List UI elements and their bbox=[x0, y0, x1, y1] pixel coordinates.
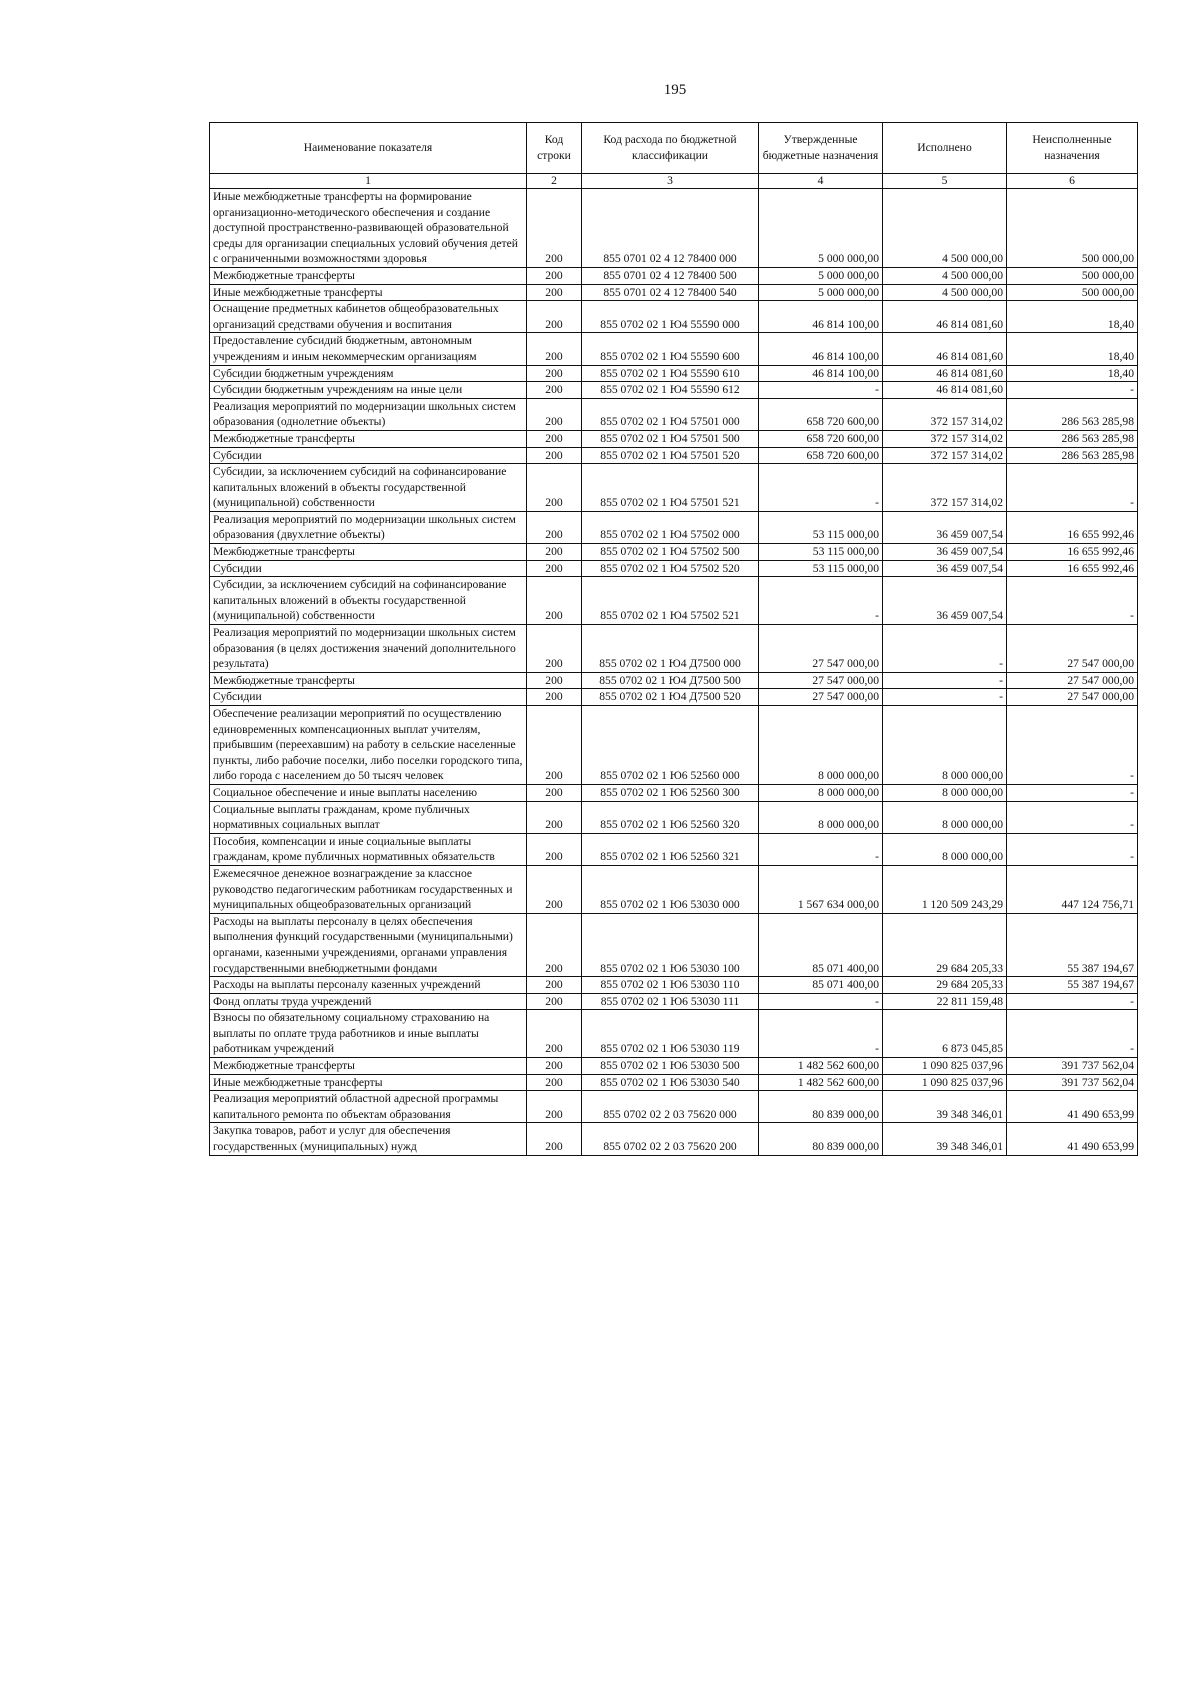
row-executed-cell: 39 348 346,01 bbox=[883, 1123, 1007, 1155]
row-remaining-cell: - bbox=[1007, 382, 1138, 399]
row-remaining-cell: - bbox=[1007, 833, 1138, 865]
row-name-cell: Расходы на выплаты персоналу казенных учреждений bbox=[210, 977, 527, 994]
row-budget-code-cell: 855 0702 02 1 Ю6 52560 321 bbox=[582, 833, 759, 865]
table-row bbox=[210, 977, 1138, 994]
col-header-line-code: Код строки bbox=[527, 123, 582, 174]
row-line-code-cell: 200 bbox=[527, 447, 582, 464]
row-name-cell: Субсидии bbox=[210, 689, 527, 706]
row-name-cell: Межбюджетные трансферты bbox=[210, 1058, 527, 1075]
row-approved-cell: 46 814 100,00 bbox=[759, 365, 883, 382]
row-budget-code-cell: 855 0702 02 1 Ю6 53030 500 bbox=[582, 1058, 759, 1075]
table-header-row bbox=[210, 123, 1138, 174]
row-line-code-cell: 200 bbox=[527, 511, 582, 543]
row-remaining-cell: 286 563 285,98 bbox=[1007, 430, 1138, 447]
row-name-cell: Реализация мероприятий областной адресной программы капитального ремонта по объектам образования bbox=[210, 1091, 527, 1123]
row-executed-cell: - bbox=[883, 625, 1007, 673]
row-budget-code-cell: 855 0701 02 4 12 78400 500 bbox=[582, 267, 759, 284]
row-budget-code-cell: 855 0702 02 1 Ю6 52560 000 bbox=[582, 706, 759, 785]
row-remaining-cell: 447 124 756,71 bbox=[1007, 865, 1138, 913]
row-executed-cell: 46 814 081,60 bbox=[883, 333, 1007, 365]
table-row bbox=[210, 625, 1138, 673]
row-approved-cell: - bbox=[759, 382, 883, 399]
row-remaining-cell: 41 490 653,99 bbox=[1007, 1123, 1138, 1155]
row-executed-cell: 6 873 045,85 bbox=[883, 1010, 1007, 1058]
table-row bbox=[210, 544, 1138, 561]
table-row bbox=[210, 284, 1138, 301]
row-approved-cell: - bbox=[759, 577, 883, 625]
row-name-cell: Социальные выплаты гражданам, кроме публичных нормативных социальных выплат bbox=[210, 801, 527, 833]
table-row bbox=[210, 1058, 1138, 1075]
row-executed-cell: 1 090 825 037,96 bbox=[883, 1058, 1007, 1075]
row-executed-cell: 372 157 314,02 bbox=[883, 430, 1007, 447]
row-budget-code-cell: 855 0702 02 1 Ю4 57502 500 bbox=[582, 544, 759, 561]
row-line-code-cell: 200 bbox=[527, 689, 582, 706]
col-number: 5 bbox=[883, 174, 1007, 189]
row-name-cell: Субсидии bbox=[210, 560, 527, 577]
row-remaining-cell: - bbox=[1007, 577, 1138, 625]
row-executed-cell: 372 157 314,02 bbox=[883, 398, 1007, 430]
row-remaining-cell: - bbox=[1007, 784, 1138, 801]
table-row bbox=[210, 1074, 1138, 1091]
row-name-cell: Иные межбюджетные трансферты bbox=[210, 1074, 527, 1091]
row-approved-cell: 1 482 562 600,00 bbox=[759, 1058, 883, 1075]
row-budget-code-cell: 855 0701 02 4 12 78400 540 bbox=[582, 284, 759, 301]
row-name-cell: Субсидии бюджетным учреждениям bbox=[210, 365, 527, 382]
row-remaining-cell: 16 655 992,46 bbox=[1007, 560, 1138, 577]
row-budget-code-cell: 855 0702 02 1 Ю4 57501 520 bbox=[582, 447, 759, 464]
row-budget-code-cell: 855 0702 02 1 Ю6 53030 100 bbox=[582, 913, 759, 976]
row-name-cell: Предоставление субсидий бюджетным, автономным учреждениям и иным некоммерческим организациям bbox=[210, 333, 527, 365]
table-body bbox=[210, 189, 1138, 1156]
row-approved-cell: 85 071 400,00 bbox=[759, 977, 883, 994]
row-budget-code-cell: 855 0702 02 2 03 75620 200 bbox=[582, 1123, 759, 1155]
table-row bbox=[210, 511, 1138, 543]
row-executed-cell: 4 500 000,00 bbox=[883, 284, 1007, 301]
row-line-code-cell: 200 bbox=[527, 544, 582, 561]
row-budget-code-cell: 855 0701 02 4 12 78400 000 bbox=[582, 189, 759, 268]
row-budget-code-cell: 855 0702 02 1 Ю4 Д7500 520 bbox=[582, 689, 759, 706]
row-approved-cell: 1 567 634 000,00 bbox=[759, 865, 883, 913]
row-executed-cell: 372 157 314,02 bbox=[883, 464, 1007, 512]
row-line-code-cell: 200 bbox=[527, 865, 582, 913]
row-budget-code-cell: 855 0702 02 1 Ю4 Д7500 000 bbox=[582, 625, 759, 673]
table-row bbox=[210, 464, 1138, 512]
table-row bbox=[210, 365, 1138, 382]
col-number: 6 bbox=[1007, 174, 1138, 189]
table-row bbox=[210, 689, 1138, 706]
row-approved-cell: 27 547 000,00 bbox=[759, 625, 883, 673]
row-line-code-cell: 200 bbox=[527, 1123, 582, 1155]
row-budget-code-cell: 855 0702 02 1 Ю4 55590 612 bbox=[582, 382, 759, 399]
row-approved-cell: 8 000 000,00 bbox=[759, 801, 883, 833]
row-budget-code-cell: 855 0702 02 1 Ю6 52560 300 bbox=[582, 784, 759, 801]
row-line-code-cell: 200 bbox=[527, 672, 582, 689]
row-approved-cell: 8 000 000,00 bbox=[759, 784, 883, 801]
row-approved-cell: 5 000 000,00 bbox=[759, 267, 883, 284]
row-executed-cell: 36 459 007,54 bbox=[883, 560, 1007, 577]
row-approved-cell: - bbox=[759, 993, 883, 1010]
row-executed-cell: 22 811 159,48 bbox=[883, 993, 1007, 1010]
row-budget-code-cell: 855 0702 02 1 Ю4 55590 610 bbox=[582, 365, 759, 382]
row-executed-cell: - bbox=[883, 672, 1007, 689]
budget-report-table bbox=[209, 122, 1138, 1156]
row-line-code-cell: 200 bbox=[527, 625, 582, 673]
row-budget-code-cell: 855 0702 02 1 Ю6 53030 119 bbox=[582, 1010, 759, 1058]
row-approved-cell: 80 839 000,00 bbox=[759, 1091, 883, 1123]
row-remaining-cell: 27 547 000,00 bbox=[1007, 625, 1138, 673]
table-row bbox=[210, 784, 1138, 801]
row-remaining-cell: 27 547 000,00 bbox=[1007, 672, 1138, 689]
row-name-cell: Субсидии, за исключением субсидий на софинансирование капитальных вложений в объекты государственной (муниципальной) собственности bbox=[210, 577, 527, 625]
row-budget-code-cell: 855 0702 02 1 Ю6 53030 000 bbox=[582, 865, 759, 913]
row-remaining-cell: - bbox=[1007, 464, 1138, 512]
row-line-code-cell: 200 bbox=[527, 189, 582, 268]
row-executed-cell: 36 459 007,54 bbox=[883, 577, 1007, 625]
row-budget-code-cell: 855 0702 02 1 Ю4 Д7500 500 bbox=[582, 672, 759, 689]
row-remaining-cell: - bbox=[1007, 706, 1138, 785]
row-name-cell: Социальное обеспечение и иные выплаты населению bbox=[210, 784, 527, 801]
row-remaining-cell: 16 655 992,46 bbox=[1007, 544, 1138, 561]
row-line-code-cell: 200 bbox=[527, 284, 582, 301]
row-approved-cell: 1 482 562 600,00 bbox=[759, 1074, 883, 1091]
row-budget-code-cell: 855 0702 02 1 Ю4 57502 000 bbox=[582, 511, 759, 543]
row-line-code-cell: 200 bbox=[527, 560, 582, 577]
row-remaining-cell: 27 547 000,00 bbox=[1007, 689, 1138, 706]
row-line-code-cell: 200 bbox=[527, 398, 582, 430]
row-executed-cell: 39 348 346,01 bbox=[883, 1091, 1007, 1123]
row-remaining-cell: 18,40 bbox=[1007, 333, 1138, 365]
row-approved-cell: 658 720 600,00 bbox=[759, 447, 883, 464]
row-approved-cell: - bbox=[759, 464, 883, 512]
row-executed-cell: 46 814 081,60 bbox=[883, 365, 1007, 382]
row-name-cell: Субсидии, за исключением субсидий на софинансирование капитальных вложений в объекты государственной (муниципальной) собственности bbox=[210, 464, 527, 512]
table-row bbox=[210, 672, 1138, 689]
row-name-cell: Субсидии bbox=[210, 447, 527, 464]
table-row bbox=[210, 267, 1138, 284]
col-number: 4 bbox=[759, 174, 883, 189]
col-header-approved: Утвержденные бюджетные назначения bbox=[759, 123, 883, 174]
row-remaining-cell: 18,40 bbox=[1007, 301, 1138, 333]
row-name-cell: Ежемесячное денежное вознаграждение за классное руководство педагогическим работникам государственных и муниципальных общеобразовательных организаций bbox=[210, 865, 527, 913]
row-approved-cell: 5 000 000,00 bbox=[759, 284, 883, 301]
row-line-code-cell: 200 bbox=[527, 801, 582, 833]
row-approved-cell: 658 720 600,00 bbox=[759, 398, 883, 430]
table-row bbox=[210, 447, 1138, 464]
row-executed-cell: 372 157 314,02 bbox=[883, 447, 1007, 464]
table-row bbox=[210, 706, 1138, 785]
row-budget-code-cell: 855 0702 02 1 Ю4 57501 500 bbox=[582, 430, 759, 447]
table-row bbox=[210, 833, 1138, 865]
row-name-cell: Фонд оплаты труда учреждений bbox=[210, 993, 527, 1010]
row-name-cell: Межбюджетные трансферты bbox=[210, 672, 527, 689]
row-executed-cell: 4 500 000,00 bbox=[883, 267, 1007, 284]
row-line-code-cell: 200 bbox=[527, 464, 582, 512]
table-row bbox=[210, 993, 1138, 1010]
row-line-code-cell: 200 bbox=[527, 1074, 582, 1091]
row-approved-cell: 27 547 000,00 bbox=[759, 672, 883, 689]
col-header-budget-code: Код расхода по бюджетной классификации bbox=[582, 123, 759, 174]
table-row bbox=[210, 801, 1138, 833]
row-executed-cell: 8 000 000,00 bbox=[883, 784, 1007, 801]
table-row bbox=[210, 577, 1138, 625]
row-budget-code-cell: 855 0702 02 2 03 75620 000 bbox=[582, 1091, 759, 1123]
row-budget-code-cell: 855 0702 02 1 Ю6 53030 111 bbox=[582, 993, 759, 1010]
row-line-code-cell: 200 bbox=[527, 430, 582, 447]
row-name-cell: Пособия, компенсации и иные социальные выплаты гражданам, кроме публичных нормативных обязательств bbox=[210, 833, 527, 865]
table-row bbox=[210, 560, 1138, 577]
row-line-code-cell: 200 bbox=[527, 365, 582, 382]
row-name-cell: Взносы по обязательному социальному страхованию на выплаты по оплате труда работников и иные выплаты работникам учреждений bbox=[210, 1010, 527, 1058]
row-executed-cell: 29 684 205,33 bbox=[883, 977, 1007, 994]
row-remaining-cell: 286 563 285,98 bbox=[1007, 447, 1138, 464]
row-budget-code-cell: 855 0702 02 1 Ю4 57502 521 bbox=[582, 577, 759, 625]
row-line-code-cell: 200 bbox=[527, 977, 582, 994]
row-name-cell: Реализация мероприятий по модернизации школьных систем образования (однолетние объекты) bbox=[210, 398, 527, 430]
row-remaining-cell: 286 563 285,98 bbox=[1007, 398, 1138, 430]
row-remaining-cell: 16 655 992,46 bbox=[1007, 511, 1138, 543]
table-row bbox=[210, 1123, 1138, 1155]
row-approved-cell: - bbox=[759, 1010, 883, 1058]
table-row bbox=[210, 333, 1138, 365]
row-line-code-cell: 200 bbox=[527, 913, 582, 976]
row-executed-cell: 8 000 000,00 bbox=[883, 801, 1007, 833]
row-name-cell: Иные межбюджетные трансферты на формирование организационно-методического обеспечения и создание доступной пространственно-развивающей образовательной среды для организации специальных условий обучения детей с ограниченными возможностями здоровья bbox=[210, 189, 527, 268]
col-header-remaining: Неисполненные назначения bbox=[1007, 123, 1138, 174]
table-row bbox=[210, 301, 1138, 333]
row-executed-cell: 46 814 081,60 bbox=[883, 301, 1007, 333]
row-line-code-cell: 200 bbox=[527, 833, 582, 865]
row-remaining-cell: - bbox=[1007, 993, 1138, 1010]
row-approved-cell: 80 839 000,00 bbox=[759, 1123, 883, 1155]
row-budget-code-cell: 855 0702 02 1 Ю4 57502 520 bbox=[582, 560, 759, 577]
table-row bbox=[210, 1091, 1138, 1123]
row-executed-cell: 4 500 000,00 bbox=[883, 189, 1007, 268]
row-line-code-cell: 200 bbox=[527, 382, 582, 399]
row-line-code-cell: 200 bbox=[527, 267, 582, 284]
table-row bbox=[210, 382, 1138, 399]
row-name-cell: Реализация мероприятий по модернизации школьных систем образования (в целях достижения значений дополнительного результата) bbox=[210, 625, 527, 673]
table-row bbox=[210, 398, 1138, 430]
row-name-cell: Межбюджетные трансферты bbox=[210, 430, 527, 447]
row-approved-cell: 46 814 100,00 bbox=[759, 333, 883, 365]
row-line-code-cell: 200 bbox=[527, 301, 582, 333]
row-executed-cell: 8 000 000,00 bbox=[883, 706, 1007, 785]
row-executed-cell: 36 459 007,54 bbox=[883, 511, 1007, 543]
row-budget-code-cell: 855 0702 02 1 Ю4 55590 600 bbox=[582, 333, 759, 365]
row-remaining-cell: 500 000,00 bbox=[1007, 267, 1138, 284]
row-executed-cell: 8 000 000,00 bbox=[883, 833, 1007, 865]
row-budget-code-cell: 855 0702 02 1 Ю6 53030 540 bbox=[582, 1074, 759, 1091]
row-remaining-cell: 55 387 194,67 bbox=[1007, 913, 1138, 976]
row-line-code-cell: 200 bbox=[527, 1058, 582, 1075]
row-approved-cell: 5 000 000,00 bbox=[759, 189, 883, 268]
row-approved-cell: 27 547 000,00 bbox=[759, 689, 883, 706]
row-remaining-cell: 500 000,00 bbox=[1007, 189, 1138, 268]
row-executed-cell: 1 090 825 037,96 bbox=[883, 1074, 1007, 1091]
row-name-cell: Межбюджетные трансферты bbox=[210, 544, 527, 561]
row-remaining-cell: 391 737 562,04 bbox=[1007, 1074, 1138, 1091]
row-remaining-cell: 55 387 194,67 bbox=[1007, 977, 1138, 994]
row-line-code-cell: 200 bbox=[527, 1010, 582, 1058]
row-budget-code-cell: 855 0702 02 1 Ю4 57501 521 bbox=[582, 464, 759, 512]
col-header-name: Наименование показателя bbox=[210, 123, 527, 174]
row-line-code-cell: 200 bbox=[527, 577, 582, 625]
row-name-cell: Расходы на выплаты персоналу в целях обеспечения выполнения функций государственными (муниципальными) органами, казенными учреждениями, органами управления государственными внебюджетными фондами bbox=[210, 913, 527, 976]
row-approved-cell: 53 115 000,00 bbox=[759, 544, 883, 561]
row-approved-cell: 8 000 000,00 bbox=[759, 706, 883, 785]
row-approved-cell: 46 814 100,00 bbox=[759, 301, 883, 333]
row-budget-code-cell: 855 0702 02 1 Ю6 53030 110 bbox=[582, 977, 759, 994]
col-number: 2 bbox=[527, 174, 582, 189]
table-column-numbers-row bbox=[210, 174, 1138, 189]
row-name-cell: Оснащение предметных кабинетов общеобразовательных организаций средствами обучения и воспитания bbox=[210, 301, 527, 333]
row-name-cell: Субсидии бюджетным учреждениям на иные цели bbox=[210, 382, 527, 399]
col-number: 1 bbox=[210, 174, 527, 189]
row-budget-code-cell: 855 0702 02 1 Ю6 52560 320 bbox=[582, 801, 759, 833]
row-name-cell: Обеспечение реализации мероприятий по осуществлению единовременных компенсационных выплат учителям, прибывшим (переехавшим) на работу в сельские населенные пункты, либо рабочие поселки, либо поселки городского типа, либо города с населением до 50 тысяч человек bbox=[210, 706, 527, 785]
row-executed-cell: 1 120 509 243,29 bbox=[883, 865, 1007, 913]
col-header-executed: Исполнено bbox=[883, 123, 1007, 174]
row-name-cell: Реализация мероприятий по модернизации школьных систем образования (двухлетние объекты) bbox=[210, 511, 527, 543]
row-remaining-cell: 500 000,00 bbox=[1007, 284, 1138, 301]
table-row bbox=[210, 865, 1138, 913]
row-executed-cell: 46 814 081,60 bbox=[883, 382, 1007, 399]
row-executed-cell: 36 459 007,54 bbox=[883, 544, 1007, 561]
row-executed-cell: 29 684 205,33 bbox=[883, 913, 1007, 976]
row-remaining-cell: - bbox=[1007, 1010, 1138, 1058]
row-remaining-cell: 18,40 bbox=[1007, 365, 1138, 382]
row-approved-cell: 53 115 000,00 bbox=[759, 560, 883, 577]
col-number: 3 bbox=[582, 174, 759, 189]
row-name-cell: Межбюджетные трансферты bbox=[210, 267, 527, 284]
row-budget-code-cell: 855 0702 02 1 Ю4 57501 000 bbox=[582, 398, 759, 430]
row-line-code-cell: 200 bbox=[527, 784, 582, 801]
row-approved-cell: 85 071 400,00 bbox=[759, 913, 883, 976]
row-budget-code-cell: 855 0702 02 1 Ю4 55590 000 bbox=[582, 301, 759, 333]
row-line-code-cell: 200 bbox=[527, 706, 582, 785]
row-remaining-cell: 41 490 653,99 bbox=[1007, 1091, 1138, 1123]
row-remaining-cell: 391 737 562,04 bbox=[1007, 1058, 1138, 1075]
page-number: 195 bbox=[663, 82, 687, 98]
table-row bbox=[210, 430, 1138, 447]
row-approved-cell: - bbox=[759, 833, 883, 865]
row-remaining-cell: - bbox=[1007, 801, 1138, 833]
row-name-cell: Иные межбюджетные трансферты bbox=[210, 284, 527, 301]
row-line-code-cell: 200 bbox=[527, 993, 582, 1010]
table-row bbox=[210, 913, 1138, 976]
row-line-code-cell: 200 bbox=[527, 333, 582, 365]
row-line-code-cell: 200 bbox=[527, 1091, 582, 1123]
row-approved-cell: 658 720 600,00 bbox=[759, 430, 883, 447]
table-row bbox=[210, 1010, 1138, 1058]
row-approved-cell: 53 115 000,00 bbox=[759, 511, 883, 543]
table-row bbox=[210, 189, 1138, 268]
row-executed-cell: - bbox=[883, 689, 1007, 706]
row-name-cell: Закупка товаров, работ и услуг для обеспечения государственных (муниципальных) нужд bbox=[210, 1123, 527, 1155]
